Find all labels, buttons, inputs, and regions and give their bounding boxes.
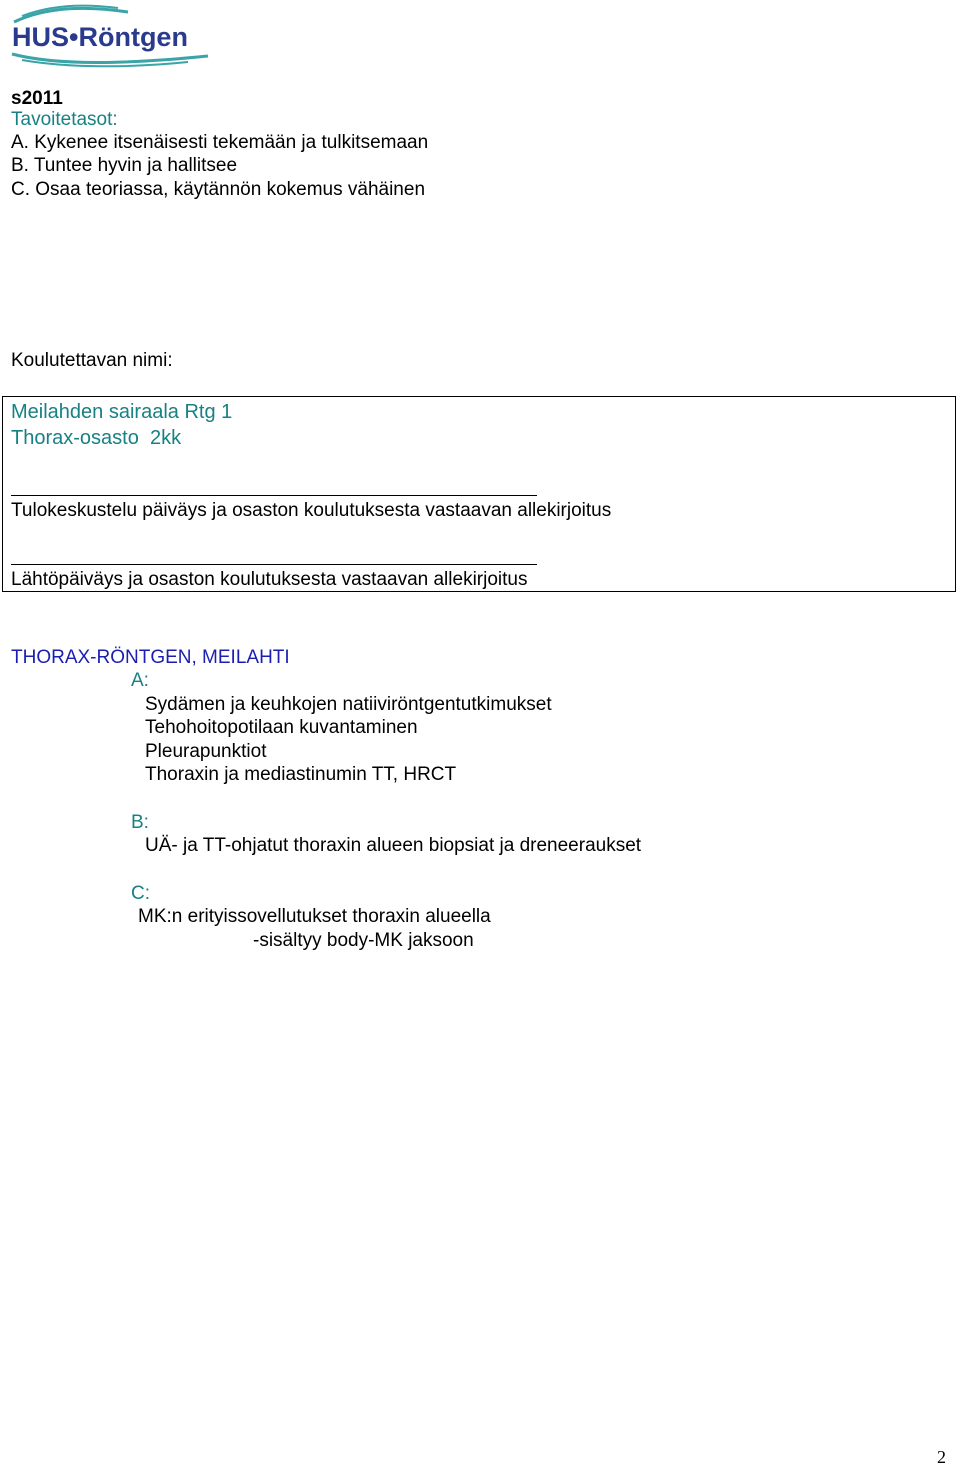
section-title: THORAX-RÖNTGEN, MEILAHTI xyxy=(11,647,290,668)
level-a-label: A: xyxy=(131,670,149,691)
list-item: Thoraxin ja mediastinumin TT, HRCT xyxy=(145,764,457,785)
signature-line-departure[interactable] xyxy=(11,564,537,565)
hus-rontgen-logo xyxy=(8,2,220,68)
level-c: C. Osaa teoriassa, käytännön kokemus vähäinen xyxy=(11,179,426,200)
list-item: Pleurapunktiot xyxy=(145,741,267,762)
svg-text:HUS•Röntgen: HUS•Röntgen xyxy=(12,22,188,52)
list-item: -sisältyy body-MK jaksoon xyxy=(253,930,474,951)
list-item: Sydämen ja keuhkojen natiiviröntgentutkimukset xyxy=(145,694,552,715)
level-b: B. Tuntee hyvin ja hallitsee xyxy=(11,155,238,176)
logo-graphic xyxy=(8,2,220,68)
list-item: MK:n erityissovellutukset thoraxin alueella xyxy=(138,906,491,927)
list-item: Tehohoitopotilaan kuvantaminen xyxy=(145,717,418,738)
departure-signature-caption: Lähtöpäiväys ja osaston koulutuksesta vastaavan allekirjoitus xyxy=(11,569,528,590)
list-item: UÄ- ja TT-ohjatut thoraxin alueen biopsiat ja dreneeraukset xyxy=(145,835,642,856)
document-code: s2011 xyxy=(11,88,63,109)
signature-line-arrival[interactable] xyxy=(11,495,537,496)
levels-title: Tavoitetasot: xyxy=(11,109,118,130)
page-number: 2 xyxy=(937,1447,946,1467)
level-a: A. Kykenee itsenäisesti tekemään ja tulkitsemaan xyxy=(11,132,429,153)
arrival-signature-caption: Tulokeskustelu päiväys ja osaston koulutuksesta vastaavan allekirjoitus xyxy=(11,500,612,521)
hospital-name: Meilahden sairaala Rtg 1 xyxy=(11,401,233,423)
level-b-label: B: xyxy=(131,812,149,833)
ward-duration: Thorax-osasto 2kk xyxy=(11,427,182,449)
trainee-name-label: Koulutettavan nimi: xyxy=(11,350,173,371)
level-c-label: C: xyxy=(131,883,150,904)
placement-box xyxy=(2,396,956,592)
